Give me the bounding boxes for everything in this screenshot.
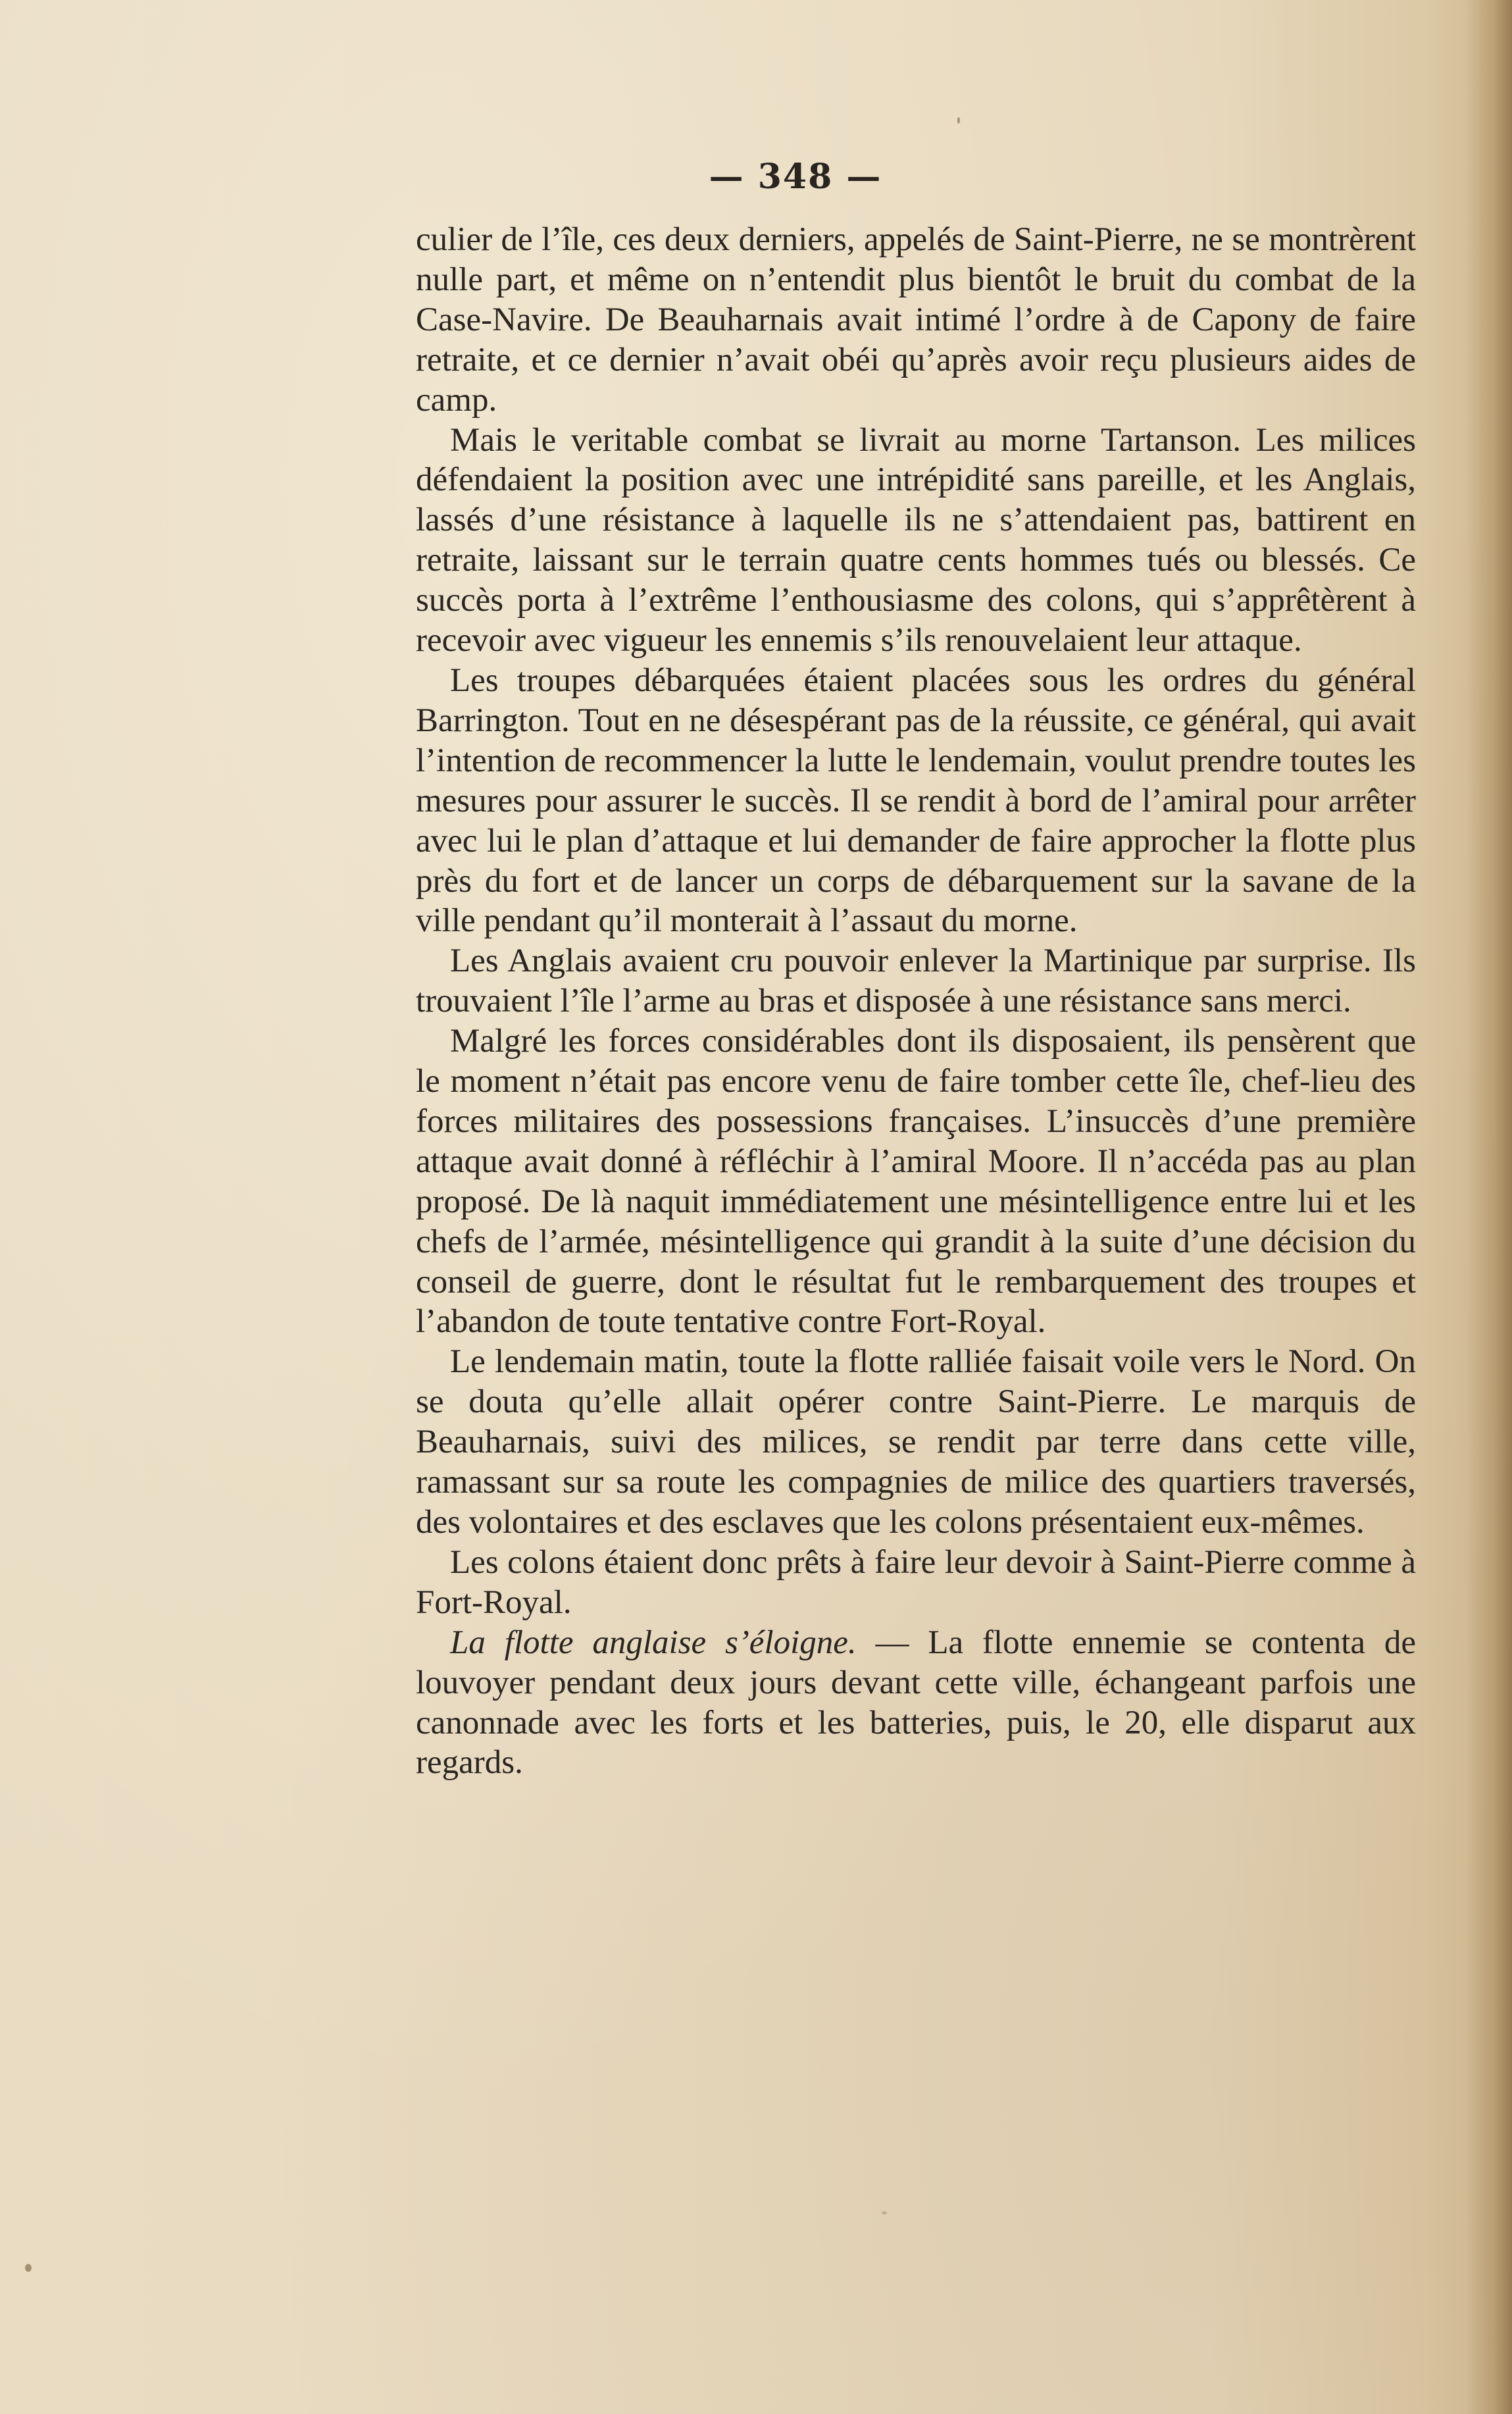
paragraph: Les colons étaient donc prêts à faire leur devoir à Saint-Pierre comme à Fort-Royal. [416, 1543, 1416, 1621]
paragraph: Les Anglais avaient cru pouvoir enlever la Martinique par surprise. Ils trouvaient l’île l’arme au bras et disposée à une résistance sans merci. [416, 942, 1416, 1020]
page-number: — 348 — [709, 157, 882, 197]
paragraph: Les troupes débarquées étaient placées sous les ordres du général Barrington. Tout en ne désespérant pas de la réussite, ce général, qui avait l’intention de recommencer la lutte le lendemain, voulut prendre toutes les mesures pour assurer le succès. Il se rendit à bord de l’amiral pour arrêter avec lui le plan d’attaque et lui demander de faire approcher la flotte plus près du fort et de lancer un corps de débarquement sur la savane de la ville pendant qu’il monterait à l’assaut du morne. [416, 661, 1416, 940]
paragraph: culier de l’île, ces deux derniers, appelés de Saint-Pierre, ne se montrèrent nulle part, et même on n’entendit plus bientôt le bruit du combat de la Case-Navire. De Beauharnais avait intimé l’ordre à de Capony de faire retraite, et ce dernier n’avait obéi qu’après avoir reçu plusieurs aides de camp. [416, 221, 1416, 419]
paragraph: Le lendemain matin, toute la flotte ralliée faisait voile vers le Nord. On se douta qu’elle allait opérer contre Saint-Pierre. Le marquis de Beauharnais, suivi des milices, se rendit par terre dans cette ville, ramassant sur sa route les compagnies de milice des quartiers traversés, des volontaires et des esclaves que les colons présentaient eux-mêmes. [416, 1343, 1416, 1541]
body-text [416, 220, 1416, 1783]
page-edge-shadow [1466, 0, 1512, 2414]
paragraph-with-heading [416, 1623, 1416, 1784]
section-heading: La flotte anglaise s’éloigne. [450, 1624, 857, 1661]
paragraph: Malgré les forces considérables dont ils disposaient, ils pensèrent que le moment n’était pas encore venu de faire tomber cette île, chef-lieu des forces militaires des possessions françaises. L’insuccès d’une première attaque avait donné à réfléchir à l’amiral Moore. Il n’accéda pas au plan proposé. De là naquit immédiatement une mésintelligence entre lui et les chefs de l’armée, mésintelligence qui grandit à la suite d’une décision du conseil de guerre, dont le résultat fut le rembarquement des troupes et l’abandon de toute tentative contre Fort-Royal. [416, 1023, 1416, 1341]
paragraph: Mais le veritable combat se livrait au morne Tartanson. Les milices défendaient la position avec une intrépidité sans pareille, et les Anglais, lassés d’une résistance à laquelle ils ne s’attendaient pas, battirent en retraite, laissant sur le terrain quatre cents hommes tués ou blessés. Ce succès porta à l’extrême l’enthousiasme des colons, qui s’apprêtèrent à recevoir avec vigueur les ennemis s’ils renouvelaient leur attaque. [416, 421, 1416, 659]
paragraph-text: — La flotte ennemie se contenta de louvoyer pendant deux jours devant cette ville, échangeant parfois une canonnade avec les forts et les batteries, puis, le 20, elle disparut aux regards. [416, 1624, 1416, 1782]
ink-speck [25, 2264, 32, 2272]
ink-speck [882, 2211, 887, 2215]
ink-speck [957, 117, 960, 124]
